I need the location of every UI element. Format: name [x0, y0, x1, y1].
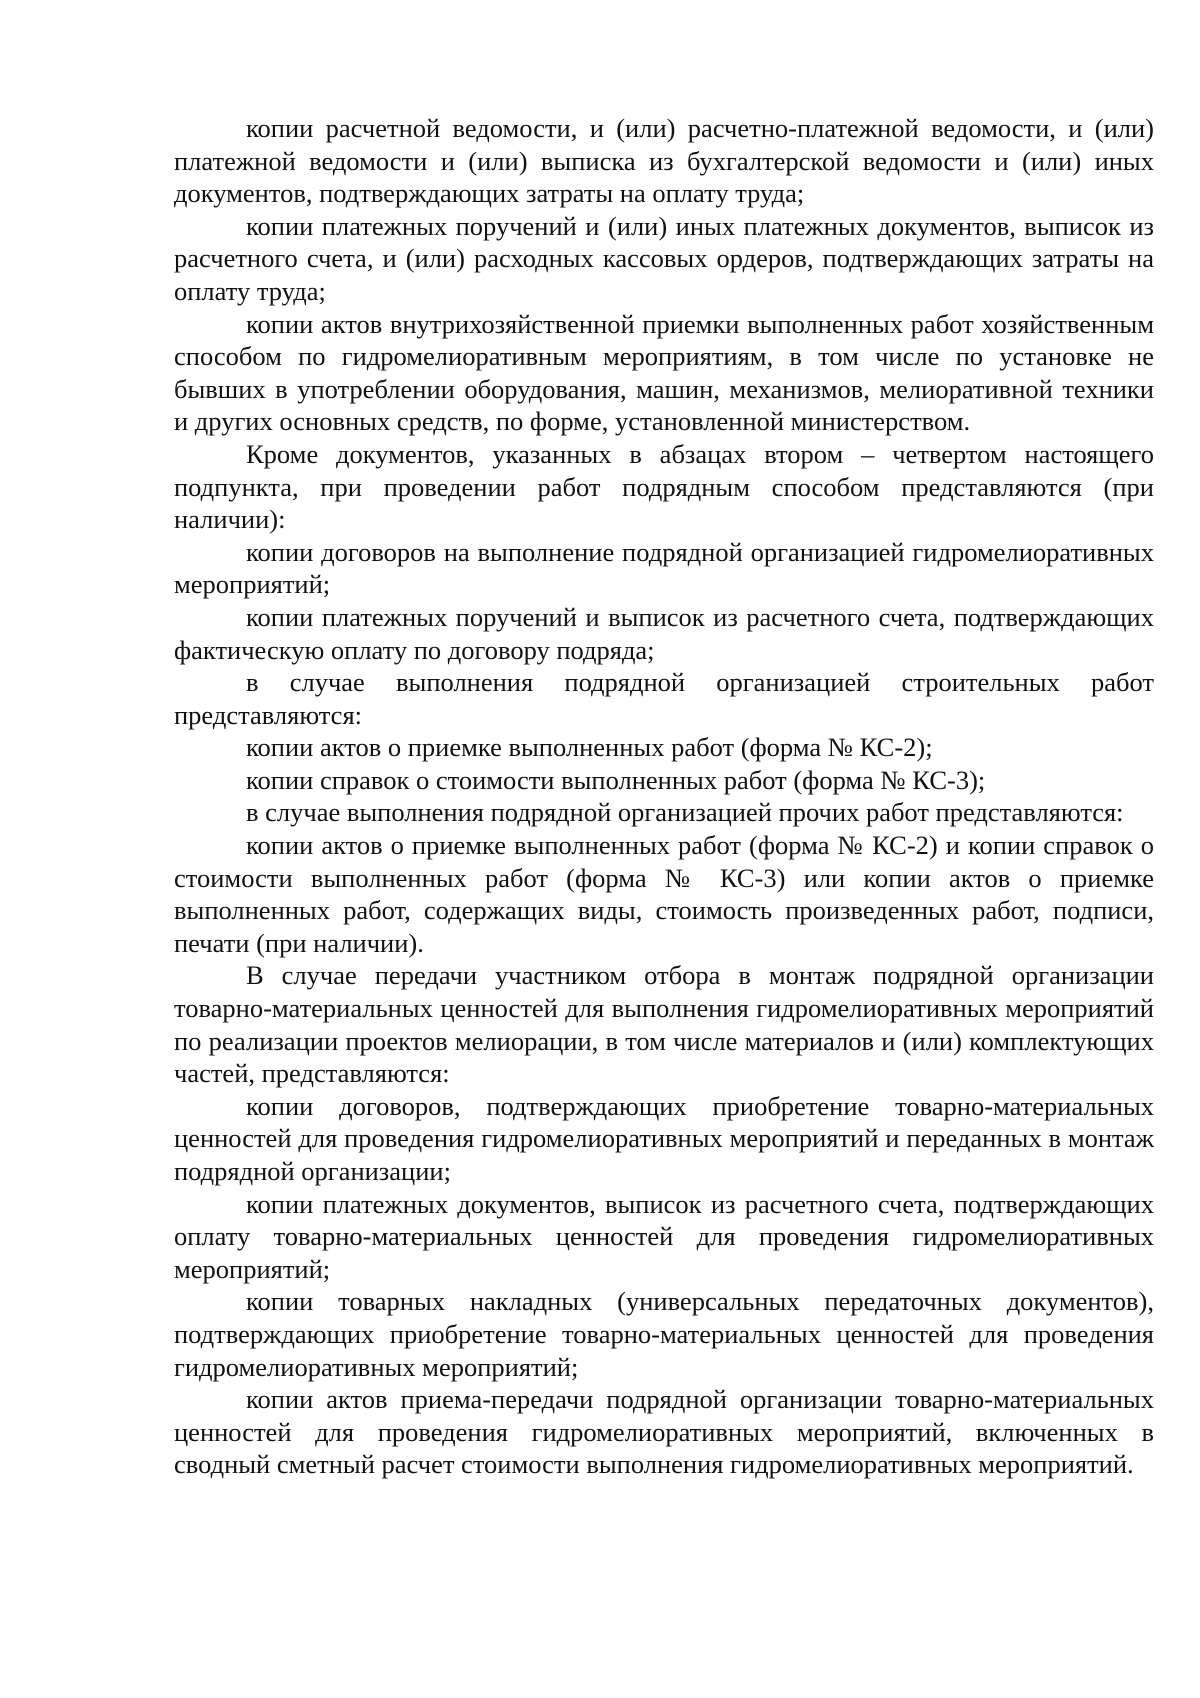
paragraph-7: в случае выполнения подрядной организацией строительных работ представляются:	[174, 667, 1154, 730]
paragraph-8: копии актов о приемке выполненных работ (форма № КС-2);	[246, 732, 933, 763]
paragraph-13: копии договоров, подтверждающих приобретение товарно-материальных ценностей для проведения гидромелиоративных мероприятий и переданных в монтаж подрядной организации;	[174, 1090, 1154, 1186]
paragraph-9: копии справок о стоимости выполненных работ (форма № КС-3);	[246, 764, 986, 795]
paragraph-3: копии актов внутрихозяйственной приемки выполненных работ хозяйственным способом по гидромелиоративным мероприятиям, в том числе по установке не бывших в употреблении оборудования, машин, механизмов, мелиоративной техники и других основных средств, по форме, установленной министерством.	[174, 308, 1154, 437]
paragraph-12: В случае передачи участником отбора в монтаж подрядной организации товарно-материальных ценностей для выполнения гидромелиоративных мероприятий по реализации проектов мелиорации, в том числе материалов и (или) комплектующих частей, представляются:	[174, 960, 1154, 1089]
paragraph-1: копии расчетной ведомости, и (или) расчетно-платежной ведомости, и (или) платежной ведомости и (или) выписка из бухгалтерской ведомости и (или) иных документов, подтверждающих затраты на оплату труда;	[174, 113, 1154, 209]
paragraph-16: копии актов приема-передачи подрядной организации товарно-материальных ценностей для проведения гидромелиоративных мероприятий, включенных в сводный сметный расчет стоимости выполнения гидромелиоративных мероприятий.	[174, 1384, 1154, 1480]
paragraph-15: копии товарных накладных (универсальных передаточных документов), подтверждающих приобретение товарно-материальных ценностей для проведения гидромелиоративных мероприятий;	[174, 1286, 1154, 1382]
paragraph-2: копии платежных поручений и (или) иных платежных документов, выписок из расчетного счета, и (или) расходных кассовых ордеров, подтверждающих затраты на оплату труда;	[174, 210, 1154, 306]
paragraph-5: копии договоров на выполнение подрядной организацией гидромелиоративных мероприятий;	[174, 536, 1154, 600]
paragraph-11: копии актов о приемке выполненных работ (форма № КС-2) и копии справок о стоимости выполненных работ (форма № КС-3) или копии актов о приемке выполненных работ, содержащих виды, стоимость произведенных работ, подписи, печати (при наличии).	[174, 830, 1154, 958]
document-body	[174, 112, 1154, 1481]
paragraph-4: Кроме документов, указанных в абзацах втором – четвертом настоящего подпункта, при проведении работ подрядным способом представляются (при наличии):	[174, 438, 1154, 535]
paragraph-10: в случае выполнения подрядной организацией прочих работ представляются:	[246, 797, 1124, 828]
paragraph-14: копии платежных документов, выписок из расчетного счета, подтверждающих оплату товарно-материальных ценностей для проведения гидромелиоративных мероприятий;	[174, 1188, 1154, 1284]
paragraph-6: копии платежных поручений и выписок из расчетного счета, подтверждающих фактическую оплату по договору подряда;	[174, 601, 1154, 665]
